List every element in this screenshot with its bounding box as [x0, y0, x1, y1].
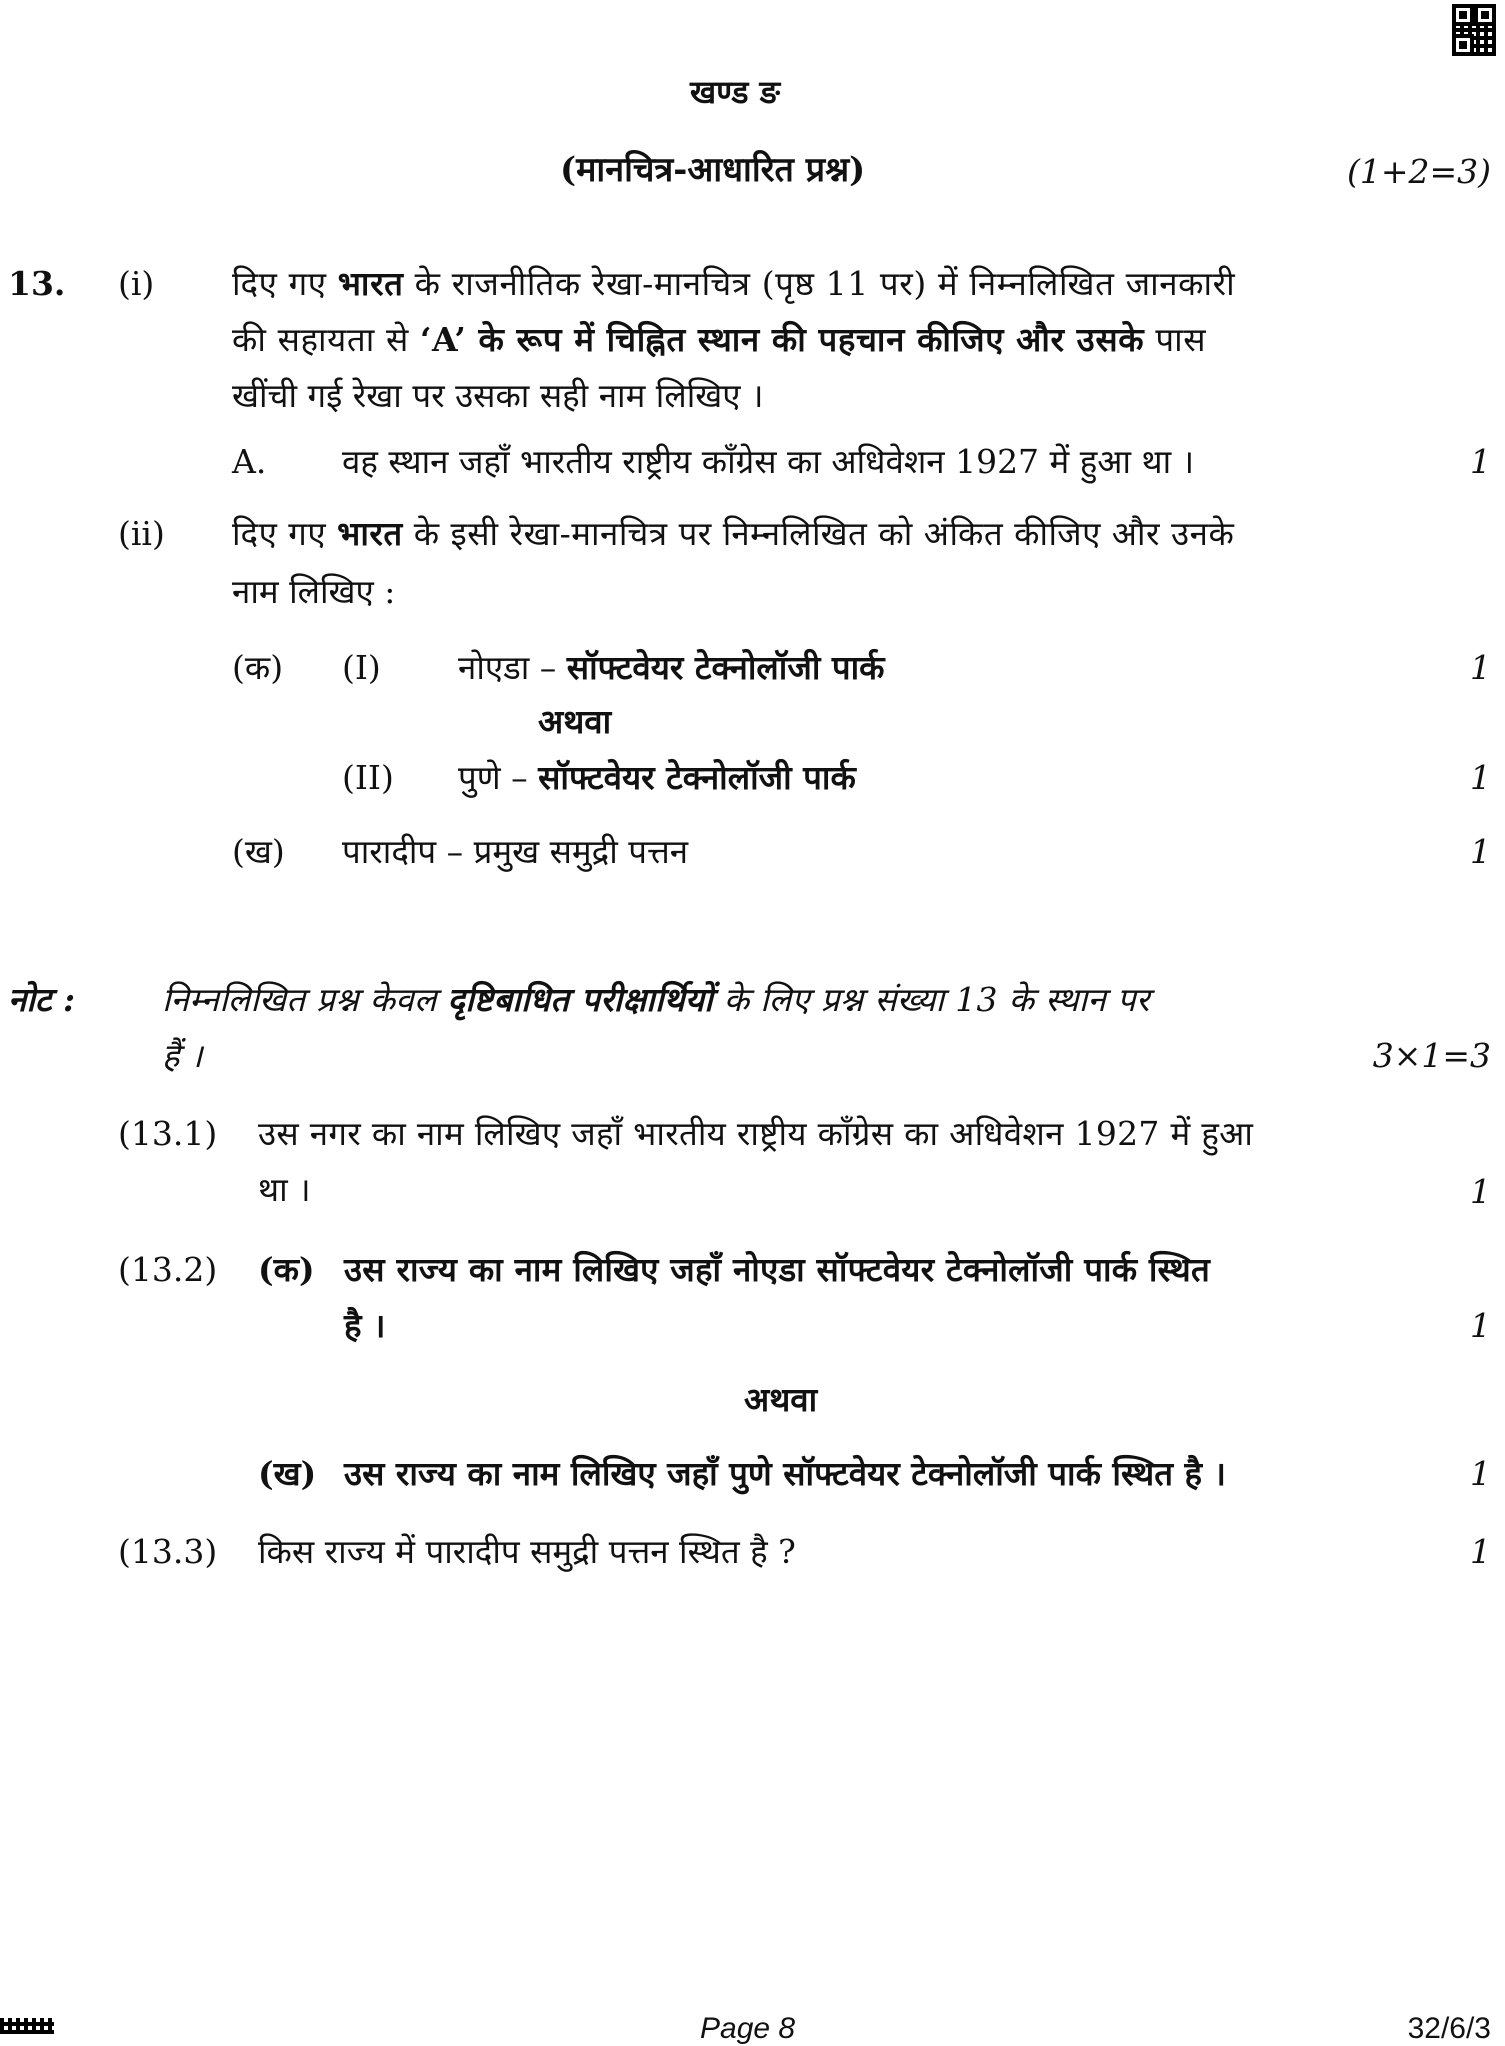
bold-text: दृष्टिबाधित परीक्षार्थियों [447, 980, 713, 1019]
text-run: के राजनीतिक रेखा-मानचित्र (पृष्ठ 11 पर) में निम्नलिखित जानकारी [403, 264, 1236, 303]
bold-text: सॉफ्टवेयर टेक्नोलॉजी पार्क [566, 648, 885, 687]
sub-label: (I) [342, 648, 381, 687]
sub-question-label: (13.3) [118, 1532, 218, 1571]
footer-barcode [0, 2018, 54, 2034]
question-text: था । [258, 1170, 311, 1209]
sub-label: (क) [258, 1250, 315, 1289]
marks: 1 [1470, 648, 1491, 687]
part-label: (ii) [118, 514, 165, 553]
marks: 1 [1470, 1532, 1491, 1571]
marks: 1 [1470, 832, 1491, 871]
bold-text: भारत [337, 264, 404, 303]
section-title: खण्ड ङ [690, 73, 781, 111]
text-run: पुणे – [458, 758, 539, 797]
text-run: नोएडा – [458, 648, 567, 687]
qr-code [1452, 4, 1496, 56]
question-text: है । [344, 1306, 386, 1345]
question-text [232, 262, 1235, 306]
text-run: निम्नलिखित प्रश्न केवल [162, 980, 448, 1019]
sub-question-label: (13.2) [118, 1250, 218, 1289]
sub-label: (क) [232, 648, 284, 687]
or-text: अथवा [744, 1380, 818, 1419]
text-run: दिए गए [232, 514, 338, 553]
item-text: वह स्थान जहाँ भारतीय राष्ट्रीय काँग्रेस का अधिवेशन 1927 में हुआ था । [342, 442, 1195, 481]
text-run: दिए गए [232, 264, 338, 303]
note-marks: 3×1=3 [1372, 1036, 1491, 1075]
bold-text: सॉफ्टवेयर टेक्नोलॉजी पार्क [538, 758, 856, 797]
section-subtitle: (मानचित्र-आधारित प्रश्न) [560, 150, 866, 190]
question-text: खींची गई रेखा पर उसका सही नाम लिखिए । [232, 376, 764, 415]
text-run: के इसी रेखा-मानचित्र पर निम्नलिखित को अंकित कीजिए और उनके [402, 514, 1235, 553]
sub-label: (ख) [232, 832, 285, 871]
section-marks: (1+2=3) [1346, 152, 1491, 191]
part-label: (i) [118, 264, 155, 303]
sub-question-label: (13.1) [118, 1114, 218, 1153]
text-run: की सहायता से [232, 320, 420, 359]
note-text [162, 978, 1150, 1022]
marks: 1 [1470, 1306, 1491, 1345]
note-text: हैं । [162, 1036, 203, 1075]
question-text: उस राज्य का नाम लिखिए जहाँ पुणे सॉफ्टवेयर टेक्नोलॉजी पार्क स्थित है । [344, 1454, 1227, 1493]
sub-label: (II) [342, 758, 394, 797]
bold-text: ‘A’ के रूप में चिह्नित स्थान की पहचान कीजिए और उसके [419, 320, 1145, 359]
question-text: किस राज्य में पारादीप समुद्री पत्तन स्थित है ? [258, 1532, 796, 1571]
or-text: अथवा [538, 702, 612, 741]
sub-label: (ख) [258, 1454, 317, 1493]
note-label: नोट : [8, 980, 76, 1019]
marks: 1 [1470, 1172, 1491, 1211]
paper-code: 32/6/3 [1407, 2012, 1491, 2045]
marks: 1 [1470, 758, 1491, 797]
page-number: Page 8 [700, 2012, 796, 2045]
question-text [232, 318, 1206, 362]
item-text: पारादीप – प्रमुख समुद्री पत्तन [342, 832, 689, 871]
bold-text: भारत [337, 514, 403, 553]
text-run: पास [1144, 320, 1207, 359]
question-text: नाम लिखिए : [232, 572, 396, 611]
item-text [458, 646, 885, 690]
text-run: के लिए प्रश्न संख्या 13 के स्थान पर [712, 980, 1150, 1019]
question-number: 13. [8, 264, 66, 303]
question-text: उस राज्य का नाम लिखिए जहाँ नोएडा सॉफ्टवेयर टेक्नोलॉजी पार्क स्थित [344, 1250, 1210, 1289]
marks: 1 [1470, 442, 1491, 481]
item-label: A. [232, 442, 267, 481]
item-text [458, 756, 856, 800]
question-text [232, 512, 1234, 556]
marks: 1 [1470, 1454, 1491, 1493]
question-text: उस नगर का नाम लिखिए जहाँ भारतीय राष्ट्रीय काँग्रेस का अधिवेशन 1927 में हुआ [258, 1114, 1254, 1153]
